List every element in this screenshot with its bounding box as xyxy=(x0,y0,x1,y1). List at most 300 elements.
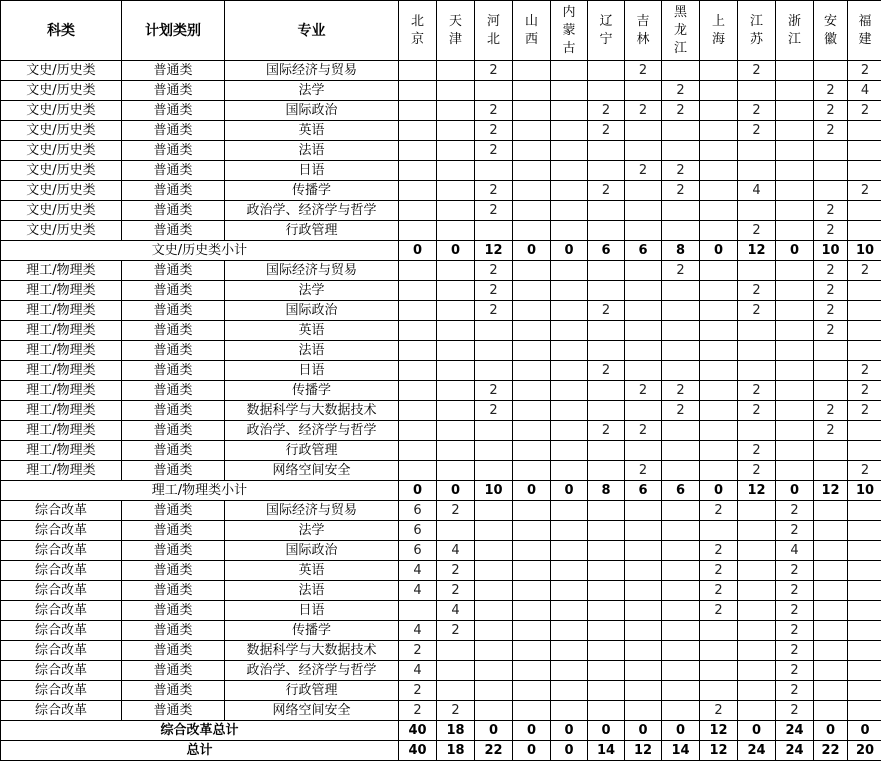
quota-cell xyxy=(513,101,551,121)
quota-cell xyxy=(814,461,848,481)
quota-cell xyxy=(437,101,475,121)
table-row xyxy=(1,561,881,581)
quota-cell xyxy=(776,141,814,161)
quota-cell: 2 xyxy=(776,681,814,701)
table-row xyxy=(1,441,881,461)
quota-cell xyxy=(700,141,738,161)
category-cell: 理工/物理类 xyxy=(1,381,122,401)
quota-cell: 2 xyxy=(662,161,700,181)
quota-cell xyxy=(814,501,848,521)
quota-cell xyxy=(588,681,625,701)
quota-cell: 2 xyxy=(776,621,814,641)
subtotal-cell: 40 xyxy=(399,721,437,741)
quota-cell xyxy=(551,101,588,121)
subtotal-cell: 0 xyxy=(437,481,475,501)
plan-type-cell: 普通类 xyxy=(122,141,225,161)
plan-type-cell: 普通类 xyxy=(122,701,225,721)
quota-cell xyxy=(700,101,738,121)
quota-cell xyxy=(588,61,625,81)
quota-cell xyxy=(700,321,738,341)
major-cell: 国际政治 xyxy=(225,101,399,121)
quota-cell xyxy=(588,341,625,361)
quota-cell xyxy=(662,661,700,681)
quota-cell xyxy=(848,561,881,581)
quota-cell xyxy=(625,281,662,301)
quota-cell: 2 xyxy=(662,381,700,401)
quota-cell: 2 xyxy=(662,101,700,121)
quota-cell xyxy=(513,61,551,81)
quota-cell xyxy=(475,441,513,461)
quota-cell xyxy=(513,601,551,621)
quota-cell xyxy=(475,321,513,341)
table-row xyxy=(1,201,881,221)
quota-cell xyxy=(513,521,551,541)
quota-cell xyxy=(437,661,475,681)
quota-cell xyxy=(475,421,513,441)
category-cell: 综合改革 xyxy=(1,621,122,641)
quota-cell xyxy=(588,381,625,401)
quota-cell xyxy=(513,341,551,361)
quota-cell: 2 xyxy=(738,441,776,461)
table-row xyxy=(1,81,881,101)
quota-cell xyxy=(814,701,848,721)
quota-cell xyxy=(738,561,776,581)
quota-cell xyxy=(700,81,738,101)
quota-cell xyxy=(625,521,662,541)
quota-cell xyxy=(437,261,475,281)
quota-cell xyxy=(588,441,625,461)
quota-cell: 2 xyxy=(776,641,814,661)
quota-cell: 2 xyxy=(738,101,776,121)
quota-cell xyxy=(625,141,662,161)
quota-cell xyxy=(475,581,513,601)
table-row xyxy=(1,701,881,721)
quota-cell xyxy=(662,541,700,561)
category-cell: 文史/历史类 xyxy=(1,141,122,161)
quota-cell xyxy=(399,101,437,121)
quota-cell xyxy=(588,261,625,281)
quota-cell xyxy=(662,341,700,361)
quota-cell xyxy=(399,441,437,461)
quota-cell: 2 xyxy=(776,501,814,521)
table-row xyxy=(1,461,881,481)
category-cell: 文史/历史类 xyxy=(1,121,122,141)
quota-cell xyxy=(848,641,881,661)
grand-total-cell: 20 xyxy=(848,741,881,761)
subtotal-cell: 12 xyxy=(738,481,776,501)
quota-cell xyxy=(848,221,881,241)
quota-cell xyxy=(848,421,881,441)
quota-cell xyxy=(475,641,513,661)
category-cell: 理工/物理类 xyxy=(1,301,122,321)
quota-cell xyxy=(776,441,814,461)
quota-cell xyxy=(588,501,625,521)
subtotal-cell: 6 xyxy=(588,241,625,261)
quota-cell: 2 xyxy=(814,281,848,301)
quota-cell: 2 xyxy=(700,701,738,721)
quota-cell xyxy=(475,341,513,361)
table-row xyxy=(1,181,881,201)
quota-cell xyxy=(738,341,776,361)
quota-cell xyxy=(551,181,588,201)
quota-cell xyxy=(700,341,738,361)
quota-cell: 2 xyxy=(848,381,881,401)
quota-cell xyxy=(625,601,662,621)
quota-cell: 2 xyxy=(437,581,475,601)
quota-cell: 2 xyxy=(475,201,513,221)
quota-cell xyxy=(814,521,848,541)
quota-cell xyxy=(848,701,881,721)
quota-cell xyxy=(625,661,662,681)
category-cell: 理工/物理类 xyxy=(1,321,122,341)
quota-cell xyxy=(475,681,513,701)
category-cell: 文史/历史类 xyxy=(1,221,122,241)
quota-cell xyxy=(513,501,551,521)
quota-cell: 2 xyxy=(475,281,513,301)
quota-cell: 2 xyxy=(475,141,513,161)
subtotal-cell: 10 xyxy=(848,481,881,501)
quota-cell xyxy=(738,681,776,701)
plan-type-cell: 普通类 xyxy=(122,441,225,461)
quota-cell xyxy=(700,401,738,421)
category-cell: 理工/物理类 xyxy=(1,361,122,381)
category-cell: 文史/历史类 xyxy=(1,101,122,121)
major-cell: 英语 xyxy=(225,321,399,341)
plan-type-cell: 普通类 xyxy=(122,501,225,521)
plan-type-cell: 普通类 xyxy=(122,561,225,581)
major-cell: 法语 xyxy=(225,581,399,601)
quota-cell xyxy=(588,581,625,601)
quota-cell: 2 xyxy=(588,301,625,321)
quota-cell: 2 xyxy=(625,101,662,121)
quota-cell xyxy=(814,661,848,681)
quota-cell xyxy=(551,561,588,581)
quota-cell: 2 xyxy=(776,661,814,681)
quota-cell xyxy=(738,421,776,441)
subtotal-cell: 0 xyxy=(662,721,700,741)
quota-cell xyxy=(662,701,700,721)
quota-cell xyxy=(738,641,776,661)
table-row xyxy=(1,621,881,641)
quota-cell: 2 xyxy=(437,561,475,581)
quota-cell: 2 xyxy=(738,221,776,241)
header-province: 河北 xyxy=(475,1,513,61)
quota-cell xyxy=(662,601,700,621)
quota-cell: 4 xyxy=(776,541,814,561)
grand-total-cell: 40 xyxy=(399,741,437,761)
quota-cell: 2 xyxy=(588,121,625,141)
quota-cell: 2 xyxy=(738,301,776,321)
quota-cell: 4 xyxy=(437,541,475,561)
grand-total-cell: 0 xyxy=(551,741,588,761)
quota-cell xyxy=(475,701,513,721)
subtotal-cell: 0 xyxy=(513,721,551,741)
quota-cell xyxy=(738,621,776,641)
major-cell: 政治学、经济学与哲学 xyxy=(225,421,399,441)
quota-cell xyxy=(513,321,551,341)
subtotal-cell: 6 xyxy=(625,481,662,501)
grand-total-cell: 12 xyxy=(700,741,738,761)
quota-cell: 4 xyxy=(399,581,437,601)
quota-cell: 2 xyxy=(588,101,625,121)
subtotal-cell: 10 xyxy=(475,481,513,501)
subtotal-cell: 0 xyxy=(738,721,776,741)
quota-cell: 2 xyxy=(776,581,814,601)
subtotal-cell: 0 xyxy=(399,241,437,261)
quota-cell xyxy=(513,421,551,441)
header-plan-type: 计划类别 xyxy=(122,1,225,61)
quota-cell xyxy=(848,661,881,681)
table-row xyxy=(1,221,881,241)
quota-cell xyxy=(738,321,776,341)
quota-cell xyxy=(513,401,551,421)
quota-cell xyxy=(814,601,848,621)
quota-cell xyxy=(700,261,738,281)
subtotal-cell: 0 xyxy=(848,721,881,741)
quota-cell xyxy=(662,681,700,701)
quota-cell xyxy=(551,61,588,81)
quota-cell xyxy=(399,401,437,421)
major-cell: 行政管理 xyxy=(225,681,399,701)
quota-cell xyxy=(700,121,738,141)
quota-cell: 2 xyxy=(814,201,848,221)
quota-cell xyxy=(399,421,437,441)
category-cell: 综合改革 xyxy=(1,701,122,721)
quota-cell: 2 xyxy=(625,61,662,81)
subtotal-cell: 0 xyxy=(551,241,588,261)
subtotal-cell: 0 xyxy=(700,241,738,261)
major-cell: 日语 xyxy=(225,601,399,621)
quota-cell xyxy=(437,81,475,101)
quota-cell xyxy=(625,401,662,421)
quota-cell: 2 xyxy=(437,701,475,721)
quota-cell xyxy=(625,621,662,641)
category-cell: 综合改革 xyxy=(1,501,122,521)
header-province: 内蒙古 xyxy=(551,1,588,61)
subtotal-cell: 12 xyxy=(700,721,738,741)
quota-cell xyxy=(848,441,881,461)
quota-cell xyxy=(776,121,814,141)
subtotal-row xyxy=(1,241,881,261)
category-cell: 文史/历史类 xyxy=(1,81,122,101)
quota-cell xyxy=(475,561,513,581)
quota-cell: 2 xyxy=(848,461,881,481)
quota-cell xyxy=(776,461,814,481)
subtotal-cell: 6 xyxy=(662,481,700,501)
quota-cell xyxy=(814,341,848,361)
quota-cell xyxy=(475,541,513,561)
subtotal-cell: 12 xyxy=(814,481,848,501)
grand-total-cell: 18 xyxy=(437,741,475,761)
subtotal-cell: 0 xyxy=(776,241,814,261)
quota-cell xyxy=(513,681,551,701)
plan-type-cell: 普通类 xyxy=(122,681,225,701)
subtotal-cell: 0 xyxy=(551,721,588,741)
quota-cell: 2 xyxy=(814,121,848,141)
quota-cell xyxy=(700,681,738,701)
quota-cell xyxy=(625,361,662,381)
quota-cell xyxy=(776,261,814,281)
quota-cell: 2 xyxy=(700,581,738,601)
table-row xyxy=(1,381,881,401)
table-row xyxy=(1,661,881,681)
quota-cell xyxy=(700,641,738,661)
quota-cell xyxy=(848,621,881,641)
quota-cell: 2 xyxy=(814,261,848,281)
category-cell: 综合改革 xyxy=(1,561,122,581)
quota-cell xyxy=(513,181,551,201)
quota-cell xyxy=(738,541,776,561)
quota-cell xyxy=(588,621,625,641)
quota-cell xyxy=(437,201,475,221)
category-cell: 综合改革 xyxy=(1,641,122,661)
quota-cell xyxy=(662,361,700,381)
quota-cell: 2 xyxy=(399,641,437,661)
quota-cell xyxy=(399,161,437,181)
quota-cell: 2 xyxy=(848,101,881,121)
quota-cell: 2 xyxy=(814,421,848,441)
quota-cell xyxy=(738,501,776,521)
quota-cell xyxy=(551,321,588,341)
subtotal-cell: 0 xyxy=(513,481,551,501)
major-cell: 法学 xyxy=(225,81,399,101)
quota-cell xyxy=(662,201,700,221)
quota-cell xyxy=(738,201,776,221)
quota-cell xyxy=(700,281,738,301)
table-row xyxy=(1,401,881,421)
grand-total-cell: 14 xyxy=(662,741,700,761)
subtotal-cell: 0 xyxy=(814,721,848,741)
quota-cell xyxy=(437,641,475,661)
quota-cell: 4 xyxy=(738,181,776,201)
quota-cell xyxy=(588,161,625,181)
subtotal-row xyxy=(1,721,881,741)
subtotal-cell: 0 xyxy=(551,481,588,501)
quota-cell: 4 xyxy=(437,601,475,621)
major-cell: 政治学、经济学与哲学 xyxy=(225,201,399,221)
quota-cell xyxy=(662,421,700,441)
table-row xyxy=(1,541,881,561)
quota-cell xyxy=(437,321,475,341)
major-cell: 日语 xyxy=(225,361,399,381)
quota-cell xyxy=(588,401,625,421)
quota-cell xyxy=(625,301,662,321)
category-cell: 文史/历史类 xyxy=(1,201,122,221)
quota-cell: 2 xyxy=(738,461,776,481)
table-body xyxy=(1,61,881,761)
quota-cell xyxy=(475,361,513,381)
plan-type-cell: 普通类 xyxy=(122,521,225,541)
quota-cell xyxy=(551,541,588,561)
quota-cell xyxy=(625,81,662,101)
quota-cell xyxy=(551,501,588,521)
subtotal-cell: 12 xyxy=(475,241,513,261)
category-cell: 文史/历史类 xyxy=(1,161,122,181)
plan-type-cell: 普通类 xyxy=(122,541,225,561)
quota-cell xyxy=(588,141,625,161)
quota-cell xyxy=(551,121,588,141)
major-cell: 法语 xyxy=(225,141,399,161)
quota-cell xyxy=(625,321,662,341)
quota-cell xyxy=(848,541,881,561)
subtotal-label: 文史/历史类小计 xyxy=(1,241,399,261)
quota-cell: 2 xyxy=(814,101,848,121)
quota-cell xyxy=(738,701,776,721)
quota-cell xyxy=(848,321,881,341)
quota-cell xyxy=(437,341,475,361)
subtotal-label: 综合改革总计 xyxy=(1,721,399,741)
subtotal-label: 理工/物理类小计 xyxy=(1,481,399,501)
quota-cell xyxy=(848,521,881,541)
category-cell: 文史/历史类 xyxy=(1,181,122,201)
quota-cell xyxy=(437,441,475,461)
quota-cell xyxy=(588,701,625,721)
plan-type-cell: 普通类 xyxy=(122,161,225,181)
major-cell: 行政管理 xyxy=(225,441,399,461)
category-cell: 理工/物理类 xyxy=(1,421,122,441)
quota-cell xyxy=(475,601,513,621)
quota-cell xyxy=(513,621,551,641)
quota-cell xyxy=(700,661,738,681)
grand-total-cell: 14 xyxy=(588,741,625,761)
header-province: 上海 xyxy=(700,1,738,61)
quota-cell xyxy=(814,541,848,561)
grand-total-cell: 24 xyxy=(738,741,776,761)
quota-cell xyxy=(551,521,588,541)
quota-cell xyxy=(625,341,662,361)
major-cell: 英语 xyxy=(225,561,399,581)
quota-cell xyxy=(776,161,814,181)
plan-type-cell: 普通类 xyxy=(122,401,225,421)
quota-cell: 2 xyxy=(475,181,513,201)
quota-cell xyxy=(437,301,475,321)
table-row xyxy=(1,301,881,321)
subtotal-cell: 12 xyxy=(738,241,776,261)
major-cell: 法学 xyxy=(225,521,399,541)
quota-cell xyxy=(625,681,662,701)
subtotal-cell: 0 xyxy=(776,481,814,501)
quota-cell xyxy=(662,621,700,641)
table-row xyxy=(1,501,881,521)
quota-cell xyxy=(437,161,475,181)
major-cell: 政治学、经济学与哲学 xyxy=(225,661,399,681)
header-province: 山西 xyxy=(513,1,551,61)
quota-cell xyxy=(738,601,776,621)
quota-cell xyxy=(776,281,814,301)
quota-cell: 2 xyxy=(662,181,700,201)
quota-cell xyxy=(551,701,588,721)
quota-cell xyxy=(475,661,513,681)
category-cell: 理工/物理类 xyxy=(1,461,122,481)
quota-cell: 4 xyxy=(399,661,437,681)
quota-cell xyxy=(551,141,588,161)
quota-cell xyxy=(662,121,700,141)
category-cell: 综合改革 xyxy=(1,681,122,701)
quota-cell xyxy=(662,301,700,321)
major-cell: 数据科学与大数据技术 xyxy=(225,641,399,661)
major-cell: 日语 xyxy=(225,161,399,181)
quota-cell xyxy=(700,361,738,381)
quota-cell: 2 xyxy=(662,401,700,421)
quota-cell xyxy=(588,461,625,481)
subtotal-cell: 0 xyxy=(475,721,513,741)
quota-cell: 2 xyxy=(625,381,662,401)
major-cell: 数据科学与大数据技术 xyxy=(225,401,399,421)
quota-cell xyxy=(625,501,662,521)
plan-type-cell: 普通类 xyxy=(122,301,225,321)
quota-cell xyxy=(588,521,625,541)
quota-cell xyxy=(588,601,625,621)
